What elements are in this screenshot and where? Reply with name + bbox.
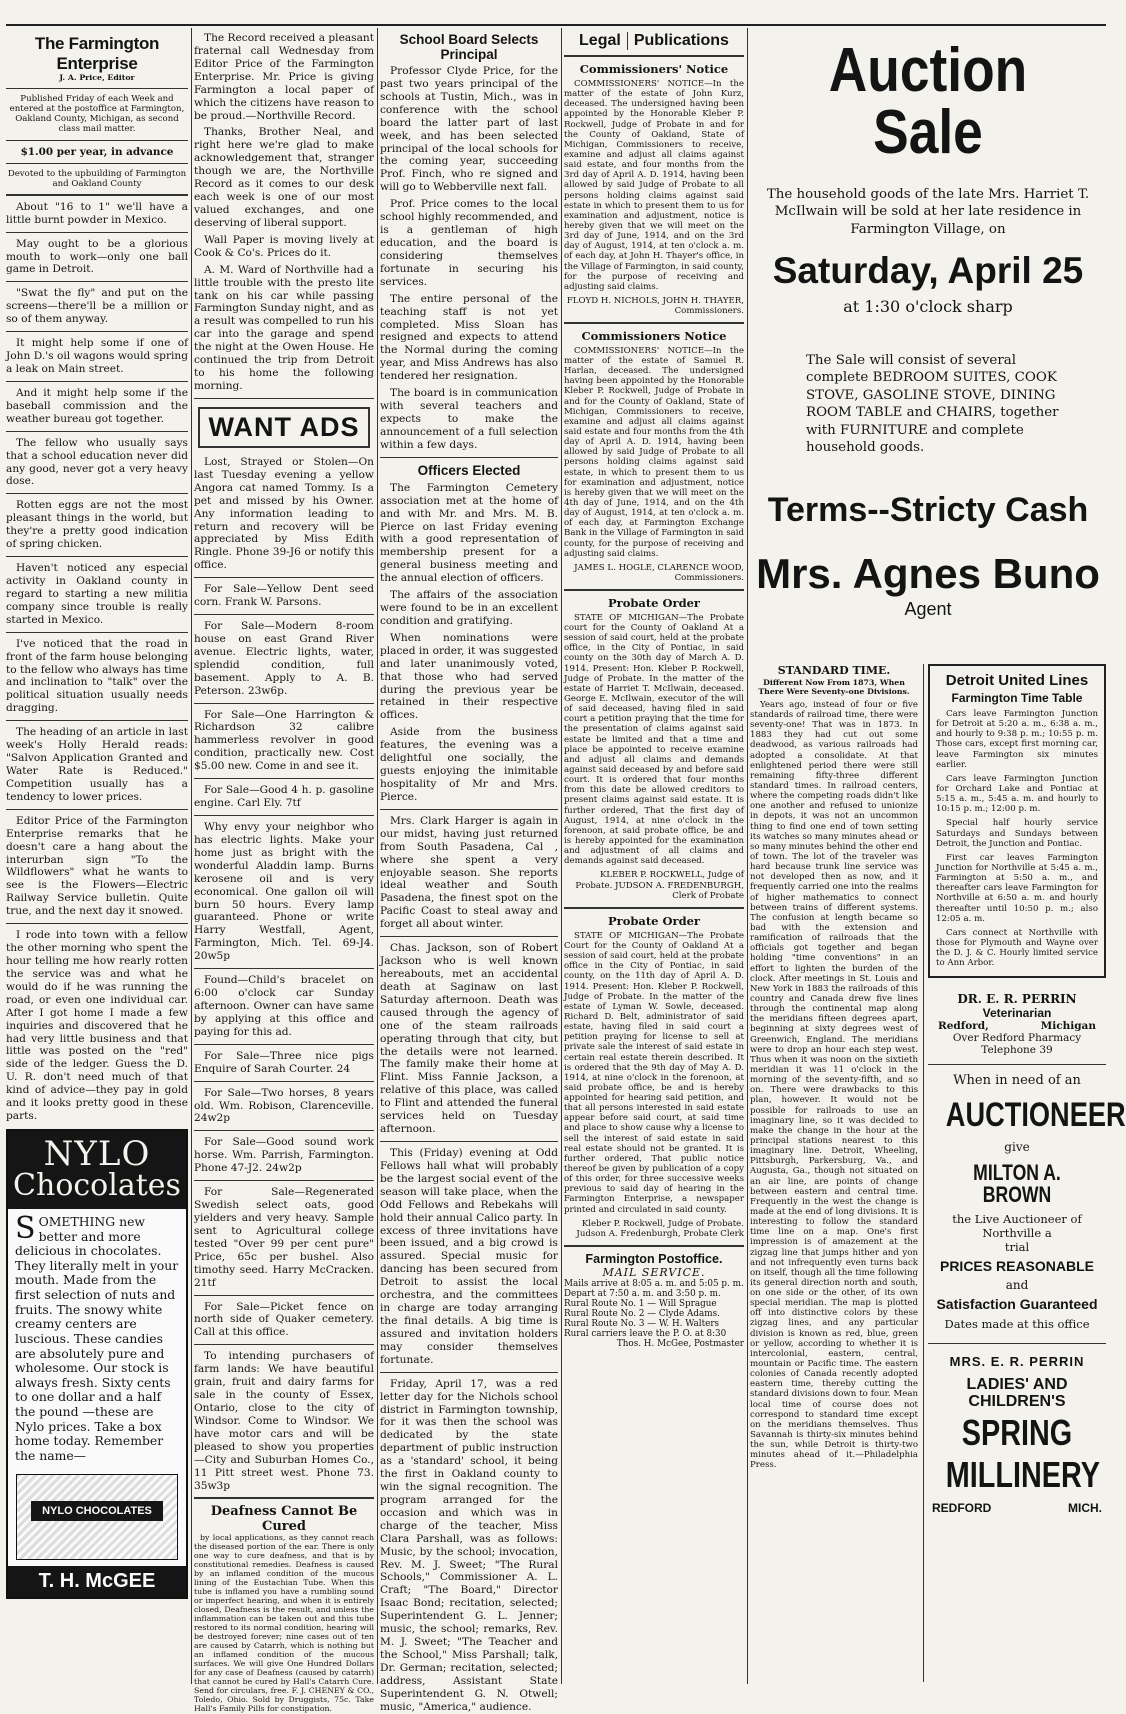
- masthead-title: The Farmington Enterprise: [34, 34, 160, 73]
- column-rule: [561, 28, 562, 1684]
- nylo-brand-sub: Chocolates: [13, 1167, 181, 1203]
- auctioneer-ad: [928, 1073, 1126, 1332]
- standard-time-article: [750, 664, 918, 1682]
- auct-satisfaction: Satisfaction Guaranteed: [936, 1296, 1098, 1313]
- paragraph: Friday, April 17, was a red letter day for the Nichols school district in Farmington township, for it was then the school was dedicated by the state department of public instruction as a 'standard' school, it being the first in Oakland county to win the signal recognition. The program arranged for the occasion and which was in charge of the teacher, Miss Clara Parshall, was as follows: Music, by the school; invocation, Rev. M. J. Sweet; "The Rural Schools," Commissioner A. L. Craft; "The Board," Director Isaac Bond; recitation, selected; Superintendent G. L. Jenner; music, the school; remarks, Rev. M. J. Sweet; "The Teacher and the School," Miss Parshall; talk, Dr. German; recitation, selected; address, Assistant State Superintendent G. N. Otwell; music, "America," audience.: [380, 1377, 558, 1713]
- dul-timetable-ad: [928, 664, 1106, 978]
- mill-line-4: MILLINERY: [945, 1453, 1100, 1495]
- nylo-header: [8, 1131, 186, 1209]
- auct-and: and: [1005, 1278, 1029, 1293]
- auction-sale-title: Auction Sale: [828, 36, 1028, 167]
- paragraph: Thanks, Brother Neal, and right here we're glad to make acknowledgement that, stranger though we are, the Northville Record as it comes to our desk each week is one of our most valued exchanges, and one deserving of liberal support.: [194, 126, 374, 229]
- paragraph: When nominations were placed in order, it was suggested and later unanimously voted, that those who had served during the previous year be retained in their respective offices.: [380, 631, 558, 722]
- paragraph: For Sale—Regenerated Swedish select oats, good yielders and very heavy. Sample sent to Agricultural college tested "Over 99 per cent pure" Price, 65c per bushel. Also timothy seed. Harry McCracken. 21tf: [194, 1186, 374, 1289]
- auct-prices: PRICES REASONABLE: [939, 1258, 1095, 1275]
- legal-publications-headline: [564, 32, 744, 50]
- paragraph-list: [194, 32, 374, 393]
- paragraph: Haven't noticed any especial activity in Oakland county in regard to starting a new militia company since trouble is really started in Mexico.: [6, 562, 188, 626]
- nylo-body: [8, 1209, 186, 1468]
- column-1: [6, 32, 188, 1682]
- want-ads-title: WANT ADS: [198, 407, 370, 448]
- auction-agent-label: Agent: [904, 598, 952, 619]
- mill-line-3: SPRING: [961, 1411, 1073, 1453]
- column-2: [194, 32, 374, 1713]
- headline-right: Publications: [633, 32, 729, 49]
- auct-headline: AUCTIONEER: [945, 1096, 1126, 1135]
- paragraph: The heading of an article in last week's Holly Herald reads: "Salvon Application Granted and Water Rate is Reduced." Competition usually has a tendency to lower prices.: [6, 726, 188, 803]
- nylo-box-label: NYLO CHOCOLATES: [31, 1501, 163, 1521]
- paragraph: The board is in communication with several teachers and expects to make the announcement of a full selection within a few days.: [380, 387, 558, 451]
- auct-name: MILTON A. BROWN: [973, 1160, 1061, 1208]
- auct-dates: Dates made at this office: [944, 1317, 1090, 1332]
- legal-notice-signature: Kleber P. Rockwell, Judge of Probate. Judson A. Fredenburgh, Probate Clerk: [576, 1218, 744, 1240]
- mail-schedule-line: Rural carriers leave the P. O. at 8:30: [564, 1329, 727, 1340]
- right-ads: [928, 664, 1126, 1682]
- paragraph: Prof. Price comes to the local school highly recommended, and is a gentleman of high education, and the board is considering themselves fortunate in securing his services.: [380, 198, 558, 288]
- masthead-published: Published Friday of each Week and entered at the postoffice at Farmington, Oakland County, Michigan, as second class mail matter.: [9, 93, 185, 135]
- legal-notice-signature: KLEBER P. ROCKWELL, Judge of Probate. JUDSON A. FREDENBURGH, Clerk of Probate: [575, 870, 744, 902]
- auct-desc-2: trial: [1004, 1240, 1030, 1255]
- want-ads-list: [194, 456, 374, 1493]
- paragraph: Why envy your neighbor who has electric lights. Make your home just as bright with the wonderful Aladdin lamp. Burns kerosene oil and is very economical. One gallon oil will burn 50 hours. Every lamp guaranteed. Phone or write Harry Westfall, Agent, Farmington, Mich. Tel. 69-J4. 20w5p: [194, 821, 374, 963]
- legal-notice-title: Commissioners' Notice: [579, 62, 729, 76]
- auct-give: give: [1004, 1140, 1030, 1155]
- paragraph: Special half hourly service Saturdays and Sundays between Detroit, the Junction and Pontiac.: [936, 818, 1098, 849]
- headline-left: Legal: [579, 32, 621, 49]
- mail-schedule-line: Rural Route No. 2 — Clyde Adams.: [564, 1309, 720, 1320]
- lower-subcolumns: [750, 664, 1126, 1682]
- paragraph: The fellow who usually says that a school education never did any good, never got a very heavy dose.: [6, 436, 188, 488]
- legal-notice: [564, 329, 744, 584]
- vet-name: DR. E. R. PERRIN: [957, 992, 1077, 1007]
- legal-notice: [564, 62, 744, 317]
- nylo-drop-cap: S: [15, 1210, 36, 1246]
- paragraph: Aside from the business features, the evening was a delightful one socially, the guests enjoying the inimitable hospitality of Mr and Mrs. Pierce.: [380, 726, 558, 803]
- paragraph: Found—Child's bracelet on 6:00 o'clock car Sunday afternoon. Owner can have same by applying at this office and paying for this ad.: [194, 974, 374, 1038]
- paragraph: The affairs of the association were found to be in an excellent condition and gratifying.: [380, 589, 558, 627]
- nylo-chocolates-ad: [6, 1129, 188, 1599]
- column-rule: [377, 28, 378, 1684]
- paragraph: The entire personal of the teaching staff is not yet completed. Miss Sloan has resigned and expects to attend the Normal during the coming year, and Miss Andrews has also tendered her resignation.: [380, 292, 558, 383]
- mill-line-2: CHILDREN'S: [968, 1393, 1066, 1411]
- paragraph: Cars leave Farmington Junction for Detroit at 5:20 a. m., 6:38 a. m., and hourly to 9:38 p. m.; 10:55 p. m. Those cars, except first morning car, leave Farmington six minutes earlier.: [936, 709, 1098, 770]
- mail-schedule-line: Mails arrive at 8:05 a. m. and 5:05 p. m.: [564, 1278, 744, 1289]
- vet-phone: Telephone 39: [981, 1044, 1053, 1057]
- auction-time: at 1:30 o'clock sharp: [843, 297, 1013, 317]
- mail-schedule-line: Thos. H. McGee, Postmaster: [616, 1339, 744, 1350]
- vet-role: Veterinarian: [982, 1006, 1052, 1021]
- mill-line-1: LADIES' AND: [966, 1376, 1068, 1394]
- auct-need: When in need of an: [953, 1073, 1081, 1089]
- paragraph: To intending purchasers of farm lands: We have beautiful grain, fruit and dairy farms for sale in the county of Essex, Ontario, close to the city of Windsor. Come to Windsor. We have motor cars and will be pleased to show you properties —City and Suburban Homes Co., 11 Pitt street west. Phone 73. 35w3p: [194, 1350, 374, 1492]
- paragraph: The Farmington Cemetery association met at the home of and with Mr. and Mrs. M. B. Pierce on last Friday evening with a good representation of membership present for a general business meeting and the annual election of officers.: [380, 481, 558, 585]
- legal-notice-body: STATE OF MICHIGAN—The Probate court for the County of Oakland At a session of said court, held at the probate office, in the City of Pontiac, in said county on the 30th day of March A. D. 1914. Present: Hon. Kleber P. Rockwell, Judge of Probate. In the matter of the estate of Harriet T. McIlwain, deceased. George E. McIlwain, executor of the will of said deceased, having filed in said court a petition praying that the time for the presentation of claims against said estate be limited and that a time and place be appointed to receive examine and adjust all claims and demands against said deceased by and before said court. It is ordered that four months from this date be allowed creditors to present claims against said estate. It is further ordered, That the first day of August, 1914, at nine o'clock in the forenoon, at said probate office, be and is hereby appointed for the examination and adjustment of all claims and demands against said deceased.: [564, 612, 744, 867]
- paragraph: For Sale—Modern 8-room house on east Grand River avenue. Electric lights, water, splendid condition, full basement. Apply to A. B. Peterson. 23w6p.: [194, 620, 374, 697]
- paragraph: Chas. Jackson, son of Robert Jackson who is well known hereabouts, met an accidental death at Saginaw on last Saturday afternoon. Death was caused through the agency of one of the steam railroads operating through that city, but the details were not learned. The family make their home at Flint. Miss Fannie Jackson, a relative of this place, was called to Flint and attended the funeral services held on Tuesday afternoon.: [380, 942, 558, 1136]
- paragraph: May ought to be a glorious mouth to work—only one ball game in Detroit.: [6, 237, 188, 276]
- paragraph: This (Friday) evening at Odd Fellows hall what will probably be the largest social event of the season will take place, when the Odd Fellows and Rebekahs will hold their annual Calico party. In excess of three invitations have been issued, and a big crowd is assured. Special music for dancing has been secured from Detroit to assist the local orchestra, and the committees in charge are today arranging the final details. A big time is assured and invitation holders may consider themselves fortunate.: [380, 1146, 558, 1366]
- paragraph: Professor Clyde Price, for the past two years principal of the schools at Tustin, Mich., was in conference with the school board the latter part of last week, and has been selected principal of the local schools for the coming year, succeeding Prof. Finch, who re signed and will go to Webberville next fall.: [380, 65, 558, 194]
- mail-schedule-line: Rural Route No. 1 — Will Sprague: [564, 1298, 717, 1309]
- top-rule: [6, 24, 1106, 26]
- paragraph: Editor Price of the Farmington Enterprise remarks that he doesn't care a hang about the interurban sign "To the Wildflowers" what he wants to see is the Flowers—Electric Railway Service bulletin. Quite true, and the next day it snowed.: [6, 814, 188, 918]
- legal-notice-signature: FLOYD H. NICHOLS, JOHN H. THAYER, Commissioners.: [566, 295, 744, 317]
- masthead-editor: J. A. Price, Editor: [59, 73, 135, 82]
- paragraph: About "16 to 1" we'll have a little burnt powder in Mexico.: [6, 200, 188, 226]
- column-3: [380, 32, 558, 1713]
- column-5: [750, 32, 1126, 1682]
- paragraph: Cars leave Farmington Junction for Orchard Lake and Pontiac at 5:15 a. m., 5:45 a. m. and hourly to 10:15 p. m.; 12:00 p. m.: [936, 773, 1098, 815]
- legal-notice-title: Probate Order: [608, 913, 700, 928]
- officers-elected-headline: Officers Elected: [417, 462, 521, 478]
- auction-agent-name: Mrs. Agnes Buno: [756, 549, 1100, 597]
- mail-schedule: [564, 1279, 744, 1350]
- paragraph: For Sale—Picket fence on north side of Quaker cemetery. Call at this office.: [194, 1300, 374, 1339]
- mill-city: REDFORD: [932, 1500, 992, 1515]
- mill-name: MRS. E. R. PERRIN: [949, 1354, 1085, 1370]
- paragraph: For Sale—Two horses, 8 years old. Wm. Robison, Clarenceville. 24w2p: [194, 1086, 374, 1125]
- paragraph: For Sale—Good sound work horse. Wm. Parrish, Farmington. Phone 47-J2. 24w2p: [194, 1136, 374, 1175]
- nylo-brand: NYLO: [43, 1133, 151, 1174]
- paragraph: I've noticed that the road in front of the farm house belonging to the fellow who always has time and inclination to "talk" over the political situation usually needs dragging.: [6, 637, 188, 715]
- vet-address: Over Redford Pharmacy: [952, 1032, 1082, 1045]
- vet-state: Michigan: [1040, 1020, 1096, 1033]
- mail-schedule-line: Rural Route No. 3 — W. H. Walters: [564, 1319, 720, 1330]
- auction-terms: Terms--Stricty Cash: [767, 490, 1089, 529]
- paragraph: It might help some if one of John D.'s oil wagons would spring a leak on Main street.: [6, 337, 188, 376]
- paragraph: And it might help some if the baseball commission and the weather bureau got together.: [6, 386, 188, 425]
- nylo-merchant: T. H. McGEE: [8, 1566, 186, 1597]
- standard-time-subtitle: Different Now From 1873, When There Were Seventy-one Divisions.: [758, 678, 910, 696]
- paragraph: Cars connect at Northville with those for Plymouth and Wayne over the D. J. & C. Hourly limited service to Ann Arbor.: [936, 927, 1098, 969]
- paragraph: Wall Paper is moving lively at Cook & Co's. Prices do it.: [194, 233, 374, 259]
- deafness-title: Deafness Cannot Be Cured: [210, 1504, 358, 1535]
- nylo-box-illustration: [16, 1474, 178, 1560]
- auction-intro: The household goods of the late Mrs. Harriet T. McIlwain will be sold at her late residence in Farmington Village, on: [766, 187, 1090, 237]
- school-board-headline: School Board Selects Principal: [399, 32, 539, 62]
- paragraph-list: [6, 201, 188, 1123]
- legal-notice-body: COMMISSIONERS' NOTICE—In the matter of the estate of Samuel R. Harlan, deceased. The undersigned having been appointed by the Honorable Kleber P. Rockwell, Judge of Probate in and for the County of Oakland, State of Michigan, Commissioners to receive, examine and adjust all claims against said estate and four months from the 4th day of April A. D. 1914, having been allowed by said Judge of Probate to all persons holding claims against said estate, in which to present them to us for examination and adjustment, notice is hereby given that we will meet on the 4th day of June, 1914, and on the 4th day of August, 1914, at ten o'clock a. m. of each day, at Farmington Exchange Bank in the Village of Farmington in said county, for the purpose of receiving and adjusting said claims.: [564, 345, 744, 559]
- mill-state: MICH.: [1068, 1500, 1102, 1515]
- mail-schedule-line: Depart at 7:50 a. m. and 3:50 p. m.: [564, 1288, 721, 1299]
- paragraph: "Swat the fly" and put on the screens—there'll be a million or so of them anyway.: [6, 287, 188, 326]
- paragraph: For Sale—Three nice pigs Enquire of Sarah Courter. 24: [194, 1049, 374, 1075]
- deafness-body: by local applications, as they cannot reach the diseased portion of the ear. There is only one way to cure deafness, and that is by constitutional remedies. Deafness is caused by an inflamed condition of the mucous lining of the Eustachian Tube. When this tube is inflamed you have a rumbling sound or imperfect hearing, and when it is entirely closed, Deafness is the result, and unless the inflammation can be taken out and this tube restored to its normal condition, hearing will be destroyed forever; nine cases out of ten are caused by Catarrh, which is nothing but an inflamed condition of the mucous surfaces. We will give One Hundred Dollars for any case of Deafness (caused by catarrh) that cannot be cured by Hall's Catarrh Cure. Send for circulars, free. F. J. CHENEY & CO., Toledo, Ohio. Sold by Druggists, 75c. Take Hall's Family Pills for constipation.: [194, 1533, 374, 1713]
- millinery-ad: [928, 1354, 1106, 1515]
- legal-notice-title: Probate Order: [608, 595, 700, 610]
- paragraph: Rotten eggs are not the most pleasant things in the world, but they're a pretty good indication of spring chicken.: [6, 499, 188, 551]
- legal-notice: [564, 596, 744, 902]
- paragraph-list: [380, 482, 558, 804]
- paragraph: A. M. Ward of Northville had a little trouble with the presto lite tank on his car while passing Farmington Sunday night, and as a result was compelled to run his car into the garage and spend the night at the Owen House. He continued the trip from Detroit to his home the following morning.: [194, 263, 374, 392]
- masthead-devoted: Devoted to the upbuilding of Farmington and Oakland County: [7, 168, 187, 189]
- auction-date: Saturday, April 25: [772, 250, 1084, 292]
- dul-subtitle: Farmington Time Table: [951, 691, 1083, 705]
- column-4: [564, 32, 744, 1682]
- auct-desc: the Live Auctioneer of Northville a: [952, 1212, 1082, 1241]
- legal-notice-body: STATE OF MICHIGAN—The Probate Court for the County of Oakland At a session of said court, held at the probate office in the City of Pontiac, in said county, on the 11th day of April A. D. 1914. Present: Hon. Kleber P. Rockwell, Judge of Probate. In the matter of the estate of Lyman W. Sowle, deceased. Richard D. Belt, administrator of said estate, having filed in said court a petition praying for license to sell at private sale the interest of said estate in certain real estate therein described. It is ordered that the 9th day of May A. D. 1914, at nine o'clock in the forenoon, at said probate office, be and is hereby appointed for hearing said petition, and that all persons interested in said estate appear before said court, at said time and place to show cause why a license to sell the interest of said estate in said real estate should not be granted. It is further ordered, That public notice thereof be given by publication of a copy of this order, for three successive weeks previous to said day of hearing in the Farmington Enterprise, a newspaper printed and circulated in said county.: [564, 930, 744, 1215]
- masthead-price: $1.00 per year, in advance: [20, 145, 174, 158]
- paragraph: Mrs. Clark Harger is again in our midst, having just returned from South Pasadena, Cal , where she spent a very enjoyable season. She reports ideal weather and South Pasadena, the finest spot on the Pacific Coast to steal away and forget all about winter.: [380, 814, 558, 931]
- paragraph-list: [380, 815, 558, 1714]
- legal-notice-body: COMMISSIONERS' NOTICE—In the matter of the estate of John Kurz, deceased. The undersigned having been appointed by the Honorable Kleber P. Rockwell, Judge of Probate in and for the County of Oakland, State of Michigan, Commissioners to receive, examine and adjust all claims against said estate, and four months from the 3rd day of April A. D. 1914, having been allowed by said Judge of Probate to all persons holding claims against said estate in which to present them to us for examination and adjustment, notice is hereby given that we will meet on the 3rd day of June, 1914, and on the 3rd day of August, 1914, at ten o'clock a. m. of each day, at John H. Thayer's office, in the Village of Farmington, in said county, for the purpose of receiving and adjusting said claims.: [564, 79, 744, 292]
- paragraph: For Sale—One Harrington & Richardson 32 calibre hammerless revolver in good condition, practically new. Cost $5.00 new. Come in and see it.: [194, 708, 374, 773]
- paragraph: I rode into town with a fellow the other morning who spent the hour telling me how rearly rotten the service was and what he would do if he was running the road, or even one individual car. After I got home I made a few inquiries and discovered that he had very little business and that little was posted on the "red" side of the ledger. Guess the D. U. R. don't need much of that kind of advice—they pay in gold and it looks pretty good in these parts.: [6, 929, 188, 1123]
- legal-notice-signature: JAMES L. HOGLE, CLARENCE WOOD, Commissioners.: [574, 562, 744, 584]
- auction-description: The Sale will consist of several complete BEDROOM SUITES, COOK STOVE, GASOLINE STOVE, DINING ROOM TABLE and CHAIRS, together with FURNITURE and complete household goods.: [806, 353, 1059, 456]
- paragraph: For Sale—Yellow Dent seed corn. Frank W. Parsons.: [194, 583, 374, 609]
- column-rule: [191, 28, 192, 1684]
- standard-time-title: STANDARD TIME.: [777, 664, 891, 677]
- standard-time-body: Years ago, instead of four or five standards of railroad time, there were seventy-one! That was in 1873. In 1883 they had cut out some deadwood, as various railroads had adopted a consolidate. At that enlightened period there were still remaining fifty-three different standard times. In railroad centers, where the competing roads didn't like one another and refused to unionize in depots, it was not an uncommon thing to find one end of town setting its watches so many minutes ahead or so many minutes behind the other end of town. The lot of the traveler was hard because trunk line service was not developed then as now, and it frequently carried one into the realms of higher mathematics to connect between trains of different systems. The confusion at length became so bad with the extension and ramification of railroads that the officials got together and began holding "time conventions" in an effort to lighten the burden of the clock. After meetings in St. Louis and New York in 1883 the railroads of this country and Canada drew five lines through the continental map along the meridians fifteen degrees apart, beginning at sixty degrees west of Greenwich, England. The meridians were to drop an hour each step west. Thus when it was noon on the sixtieth meridian it was 11 o'clock in the morning of the seventy-fifth, and so on. There were drawbacks to this plan, however. It would not be possible for railroads to use an imaginary line, so it was decided to make the change in the hour at the principal stations nearest to this imaginary line. Detroit, Wheeling, Pittsburgh, Parkersburg, Va., and Augusta, Ga., though not situated on an air line, are points of change between eastern and central time. Frequently in the west the change is made at the end of long divisions. It is interesting to follow the standard time line on a map. One's first impression is of amazement at the zigzag line that jumps hither and yon and not infrequently even turns back on itself, though all the time following its general direction north and south, on one side or the other, of its own special meridian. The map is plotted off into distinctive colors by these zigzag lines, and any particular division is known as red, blue, green or yellow, according to whether it is intercolonial, eastern, central, mountain or Pacific time. The eastern colonies of Canada recently adopted eastern time, thereby cutting the standard divisions down to four. Mean local time of course does not correspond to standard time except on the meridians themselves. Thus Savannah is thirty-six minutes behind the sun, while Detroit is thirty-two minutes ahead of it.—Philadelphia Press.: [750, 699, 919, 1471]
- legal-notice-list: [564, 62, 744, 1240]
- paragraph: The Record received a pleasant fraternal call Wednesday from Editor Price of the Farmington Enterprise. Mr. Price is giving Farmington a local paper of which the citizens have reason to be proud.—Northville Record.: [194, 32, 374, 122]
- paragraph: Lost, Strayed or Stolen—On last Tuesday evening a yellow Angora cat named Tommy. Is a pet and missed by his Owner. Any information leading to return and recovery will be appreciated by Miss Edith Ringle. Phone 39-J6 or notify this office.: [194, 455, 374, 572]
- nylo-copy: OMETHING new better and more delicious in chocolates. They literally melt in your mouth. Made from the first selection of nuts and fruits. The snowy white creamy centers are luscious. These candies are absolutely pure and wholesome. Our stock is always fresh. Sixty cents to one dollar and a half the pound —these are Nylo prices. Take a box home today. Remember the name—: [15, 1213, 179, 1463]
- legal-notice: [564, 914, 744, 1240]
- dul-title: Detroit United Lines: [945, 672, 1089, 689]
- veterinarian-ad: [928, 992, 1106, 1056]
- dul-schedule: [936, 709, 1098, 968]
- postoffice-title: Farmington Postoffice.: [585, 1251, 723, 1266]
- column-rule: [747, 28, 748, 1684]
- paragraph: For Sale—Good 4 h. p. gasoline engine. Carl Ely. 7tf: [194, 784, 374, 810]
- postoffice-subtitle: MAIL SERVICE.: [602, 1265, 706, 1279]
- vet-city: Redford,: [938, 1020, 989, 1033]
- paragraph-list: [380, 65, 558, 452]
- legal-notice-title: Commissioners Notice: [581, 328, 727, 343]
- paragraph: First car leaves Farmington Junction for Northville at 5:45 a. m., Farmington at 5:50 a. m., and thereafter cars leave Farmington for Northville at 6:50 a. m. and hourly thereafter until 10:50 p. m.; also 12:05 a. m.: [936, 852, 1098, 924]
